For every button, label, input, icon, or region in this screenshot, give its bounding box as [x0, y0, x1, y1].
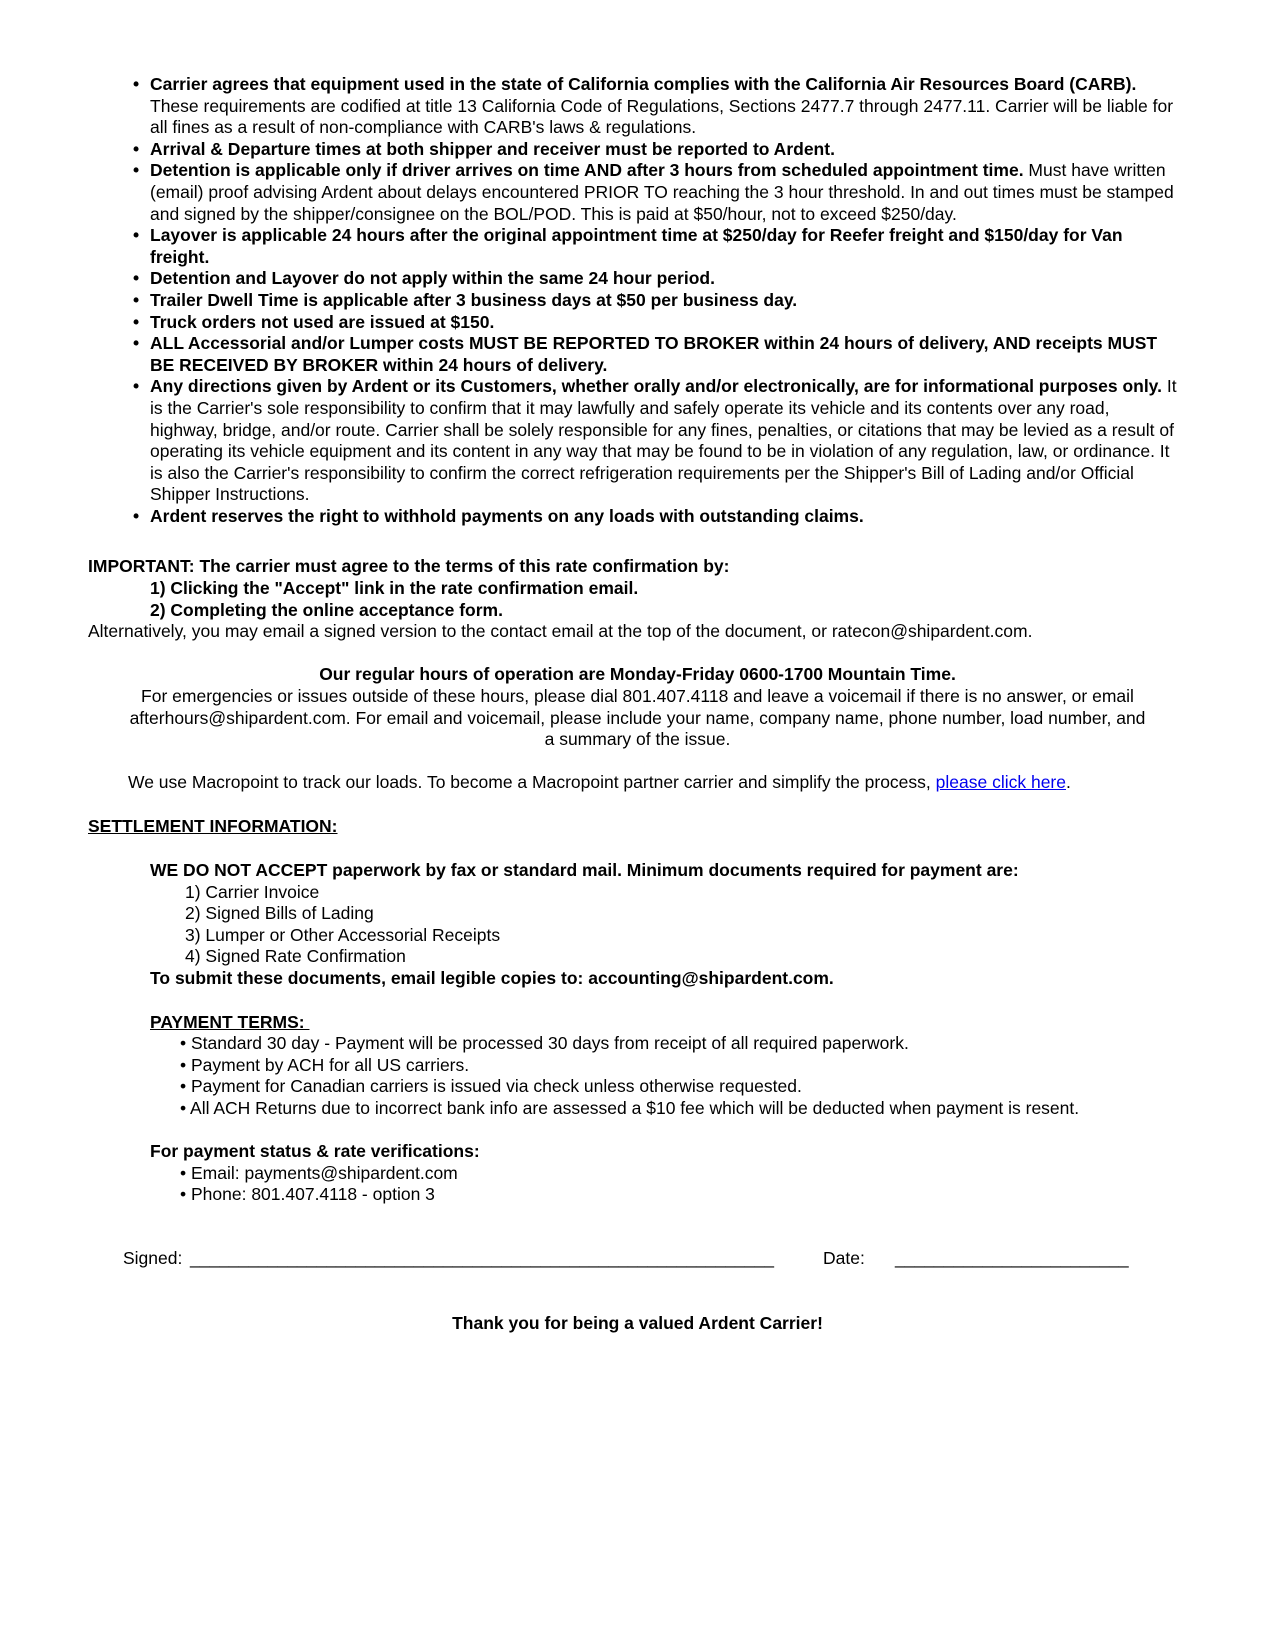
hours-line-2: afterhours@shipardent.com. For email and voicemail, please include your name, company name, phone number, load number, and	[129, 708, 1146, 728]
settlement-intro: WE DO NOT ACCEPT paperwork by fax or standard mail. Minimum documents required for payment are:	[150, 860, 1019, 880]
term-bold: Any directions given by Ardent or its Customers, whether orally and/or electronically, are for informational purposes only.	[150, 376, 1162, 397]
hours-line-1: For emergencies or issues outside of these hours, please dial 801.407.4118 and leave a voicemail if there is no answer, or email	[141, 686, 1134, 706]
important-step-2: 2) Completing the online acceptance form.	[150, 600, 503, 620]
bullet-icon: •	[133, 160, 140, 181]
status-email: • Email: payments@shipardent.com	[180, 1163, 458, 1183]
macropoint-line	[128, 772, 1071, 794]
term-item	[0, 290, 1275, 312]
term-item	[0, 225, 1275, 268]
bullet-icon: •	[133, 505, 140, 526]
bullet-icon: •	[133, 74, 140, 94]
term-bold: Truck orders not used are issued at $150.	[150, 311, 495, 332]
term-item	[0, 506, 1275, 528]
payment-term-item: • Payment by ACH for all US carriers.	[180, 1055, 470, 1075]
term-bold: Detention and Layover do not apply within the same 24 hour period.	[150, 268, 715, 289]
term-item	[0, 74, 1275, 139]
bullet-icon: •	[133, 268, 140, 289]
term-item	[0, 333, 1275, 376]
term-item	[0, 376, 1275, 506]
payment-term-item: • All ACH Returns due to incorrect bank info are assessed a $10 fee which will be deducted when payment is resent.	[180, 1098, 1080, 1118]
macropoint-link[interactable]: please click here	[935, 772, 1066, 792]
status-phone: • Phone: 801.407.4118 - option 3	[180, 1184, 435, 1204]
important-step-1: 1) Clicking the "Accept" link in the rate confirmation email.	[150, 578, 639, 598]
term-text: It is the Carrier's sole responsibility to confirm that it may lawfully and safely operate its vehicle and its contents over any road, highway, bridge, and/or route. Carrier shall be solely responsible for any fines, penalties, or citations that may be levied as a result of operating its vehicle equipment and its content in any way that may be found to be in violation of any regulation, law, or ordinance. It is also the Carrier's responsibility to confirm the correct refrigeration requirements per the Shipper's Bill of Lading and/or Official Shipper Instructions.	[150, 376, 1177, 505]
term-item	[0, 160, 1275, 225]
payment-terms-heading: PAYMENT TERMS:	[150, 1012, 310, 1032]
settlement-submit: To submit these documents, email legible copies to: accounting@shipardent.com.	[150, 968, 834, 988]
hours-line-3: a summary of the issue.	[544, 729, 731, 749]
term-item	[0, 268, 1275, 290]
bullet-icon: •	[133, 333, 140, 354]
thanks-text: Thank you for being a valued Ardent Carrier!	[452, 1313, 823, 1333]
status-heading: For payment status & rate verifications:	[150, 1141, 480, 1161]
bullet-icon: •	[133, 138, 140, 159]
term-item	[0, 139, 1275, 161]
term-bold: Layover is applicable 24 hours after the original appointment time at $250/day for Reefer freight and $150/day for Van freight.	[150, 225, 1123, 267]
settlement-heading: SETTLEMENT INFORMATION:	[88, 816, 338, 836]
term-item	[0, 312, 1275, 334]
doc-item: 2) Signed Bills of Lading	[185, 903, 374, 923]
hours-heading: Our regular hours of operation are Monday-Friday 0600-1700 Mountain Time.	[319, 664, 956, 684]
term-text: Must have written (email) proof advising Ardent about delays encountered PRIOR TO reaching the 3 hour threshold. In and out times must be stamped and signed by the shipper/consignee on the BOL/POD. This is paid at $50/hour, not to exceed $250/day.	[150, 160, 1174, 224]
bullet-icon: •	[133, 376, 140, 397]
date-line[interactable]: ________________________	[895, 1248, 1129, 1268]
term-bold: Ardent reserves the right to withhold payments on any loads with outstanding claims.	[150, 505, 864, 526]
macropoint-text: We use Macropoint to track our loads. To become a Macropoint partner carrier and simplify the process,	[128, 772, 936, 792]
bullet-icon: •	[133, 311, 140, 332]
date-label: Date:	[823, 1248, 865, 1268]
term-bold: ALL Accessorial and/or Lumper costs MUST BE REPORTED TO BROKER within 24 hours of delivery, AND receipts MUST BE RECEIVED BY BROKER within 24 hours of delivery.	[150, 333, 1158, 375]
payment-term-item: • Payment for Canadian carriers is issued via check unless otherwise requested.	[180, 1076, 802, 1096]
important-heading: IMPORTANT: The carrier must agree to the terms of this rate confirmation by:	[88, 556, 730, 576]
term-bold: Trailer Dwell Time is applicable after 3 business days at $50 per business day.	[150, 289, 798, 310]
term-bold: Carrier agrees that equipment used in the state of California complies with the California Air Resources Board (CARB).	[150, 74, 1137, 94]
signed-label: Signed:	[123, 1248, 183, 1268]
doc-item: 4) Signed Rate Confirmation	[185, 946, 406, 966]
payment-term-item: • Standard 30 day - Payment will be processed 30 days from receipt of all required paperwork.	[180, 1033, 909, 1053]
term-text: These requirements are codified at title 13 California Code of Regulations, Sections 2477.7 through 2477.11. Carrier will be liable for all fines as a result of non-compliance with CARB's laws & regulations.	[150, 95, 1174, 138]
bullet-icon: •	[133, 225, 140, 246]
term-bold: Arrival & Departure times at both shipper and receiver must be reported to Ardent.	[150, 138, 835, 159]
doc-item: 1) Carrier Invoice	[185, 882, 320, 902]
terms-list	[0, 74, 1275, 527]
signed-line[interactable]: ____________________________________________________________	[190, 1248, 774, 1268]
bullet-icon: •	[133, 289, 140, 310]
important-alternative: Alternatively, you may email a signed version to the contact email at the top of the document, or ratecon@shipardent.com.	[88, 621, 1033, 641]
macropoint-end: .	[1066, 772, 1071, 792]
doc-item: 3) Lumper or Other Accessorial Receipts	[185, 925, 501, 945]
term-bold: Detention is applicable only if driver arrives on time AND after 3 hours from scheduled appointment time.	[150, 160, 1024, 181]
